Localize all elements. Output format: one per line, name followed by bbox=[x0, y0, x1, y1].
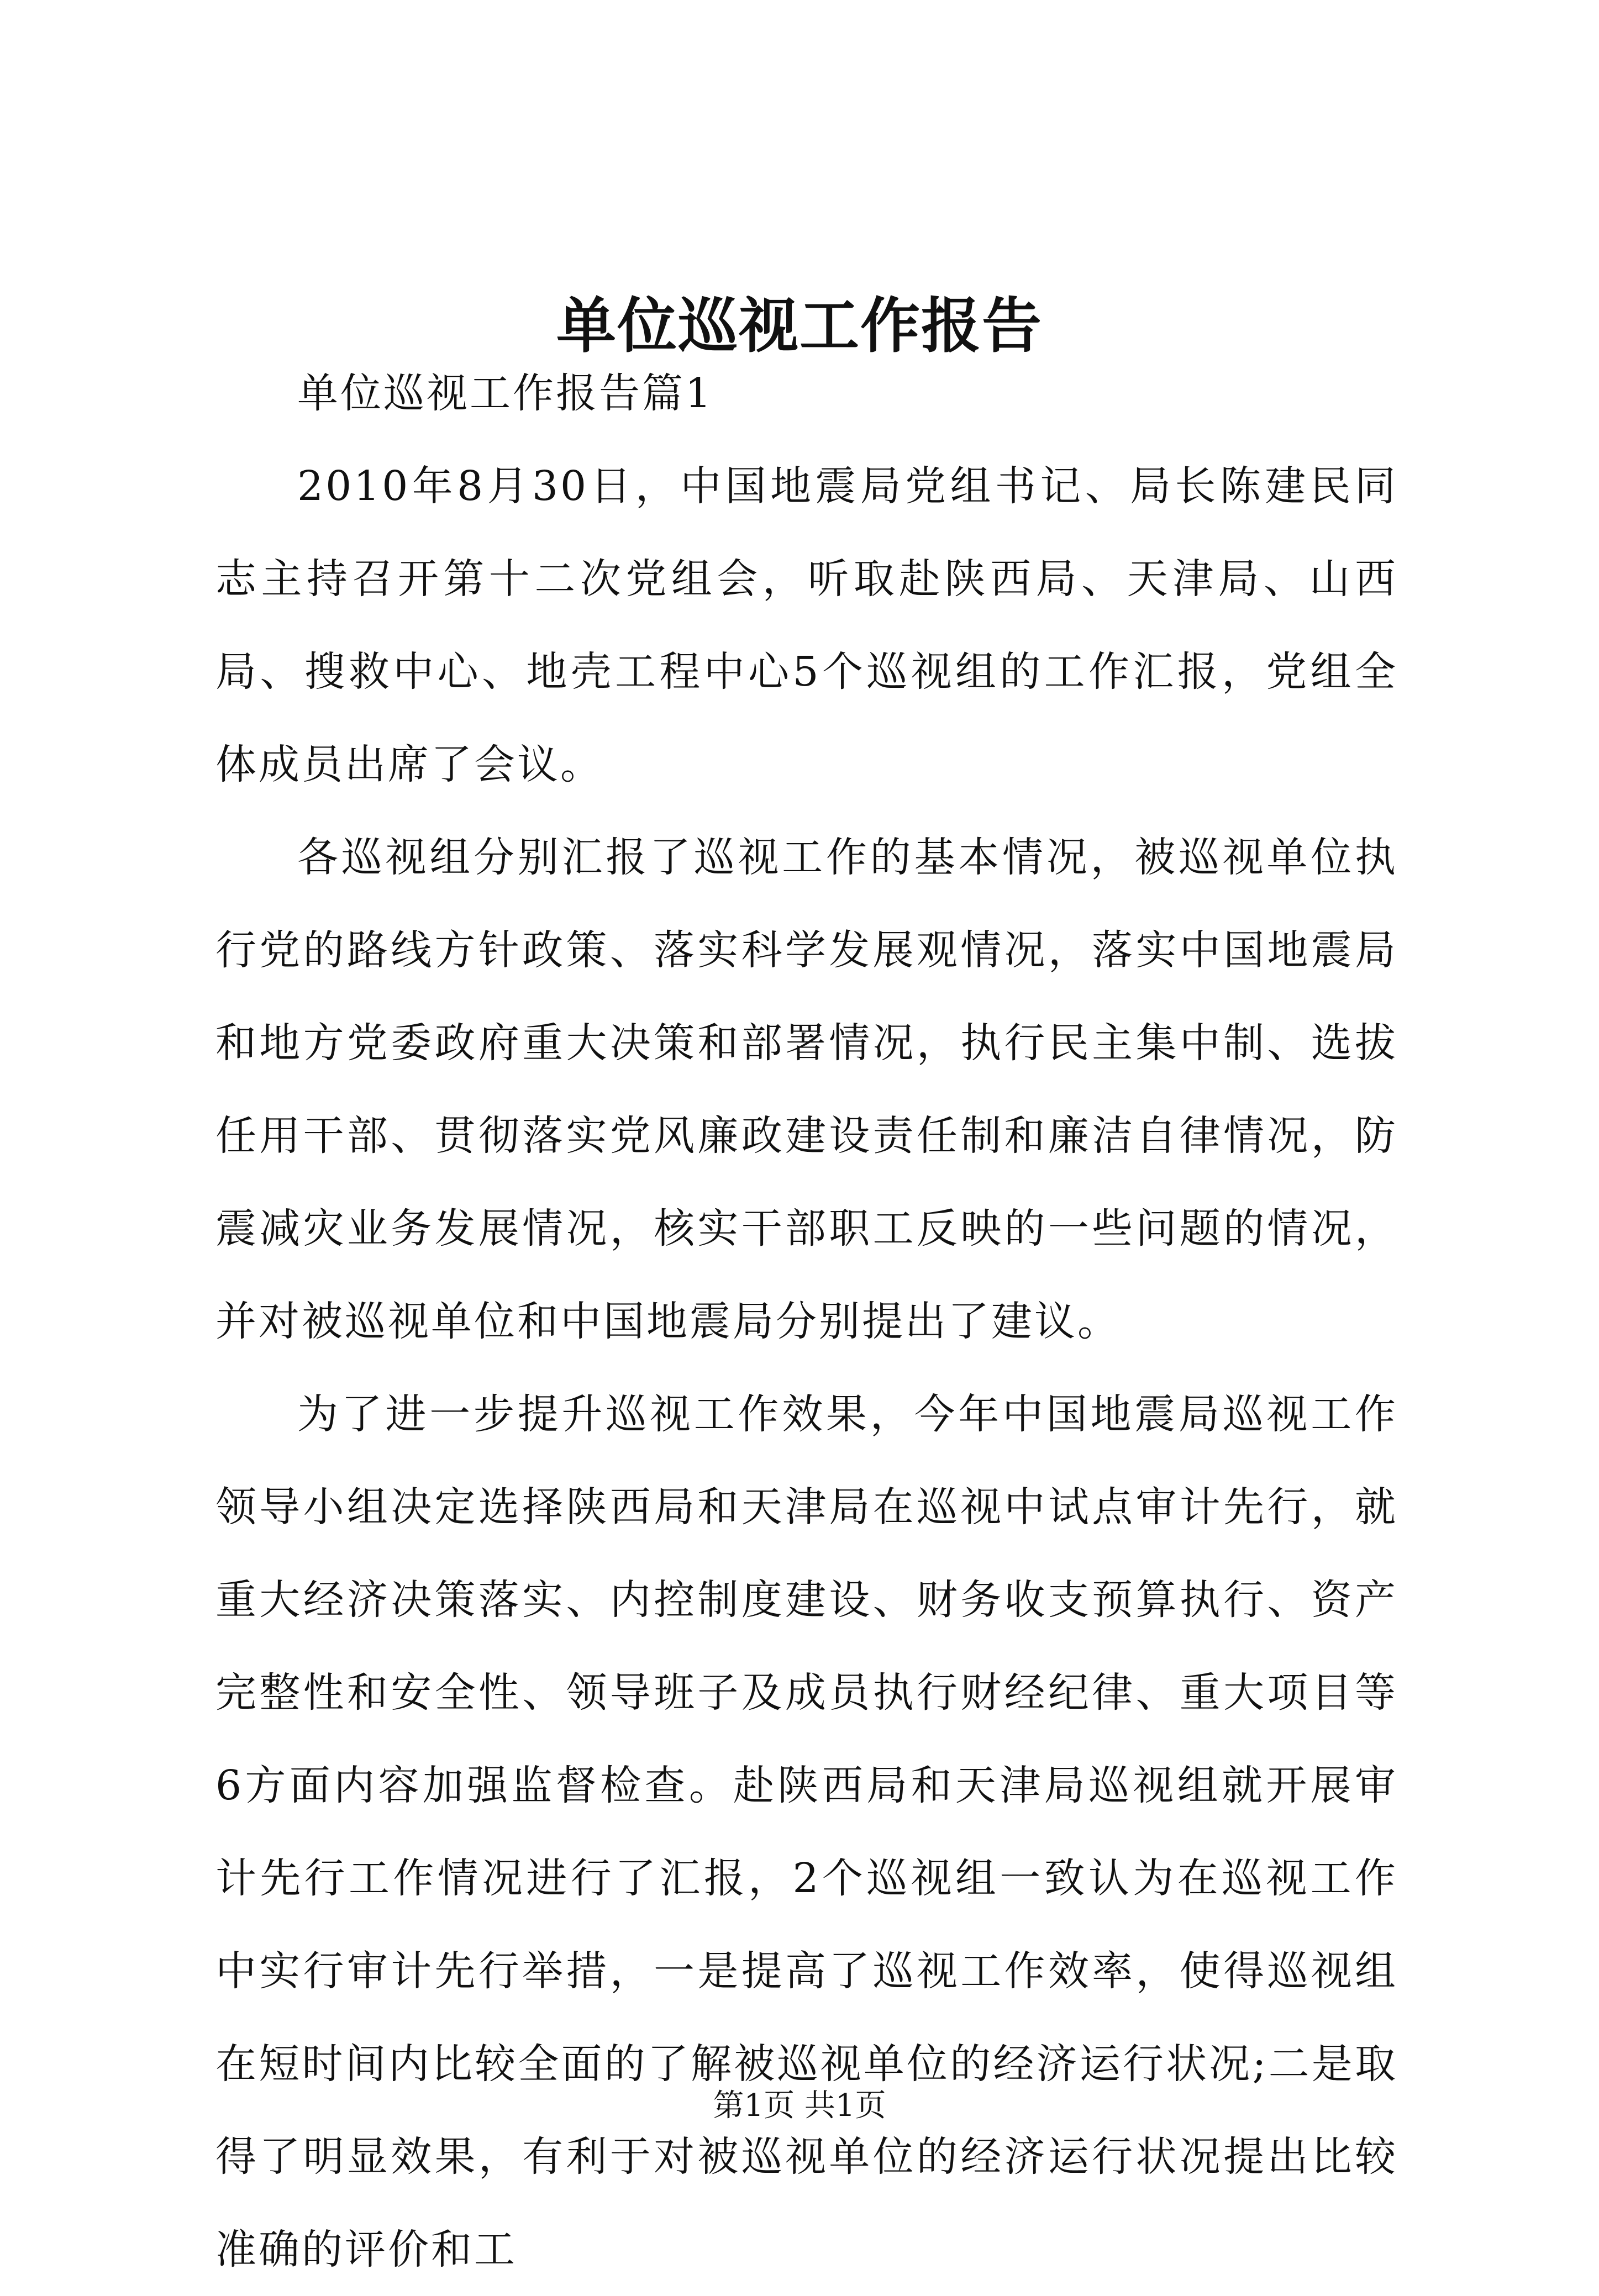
document-title: 单位巡视工作报告 bbox=[556, 291, 1043, 361]
document-body bbox=[215, 347, 1398, 2296]
paragraph-2: 各巡视组分别汇报了巡视工作的基本情况，被巡视单位执行党的路线方针政策、落实科学发展观情况，落实中国地震局和地方党委政府重大决策和部署情况，执行民主集中制、选拔任用干部、贯彻落实党风廉政建设责任制和廉洁自律情况，防震减灾业务发展情况，核实干部职工反映的一些问题的情况，并对被巡视单位和中国地震局分别提出了建议。 bbox=[215, 834, 1398, 1345]
paragraph-1: 2010年8月30日，中国地震局党组书记、局长陈建民同志主持召开第十二次党组会，听取赴陕西局、天津局、山西局、搜救中心、地壳工程中心5个巡视组的工作汇报，党组全体成员出席了会议。 bbox=[215, 462, 1398, 788]
page-number-footer: 第1页 共1页 bbox=[713, 2088, 886, 2124]
paragraph-3: 为了进一步提升巡视工作效果，今年中国地震局巡视工作领导小组决定选择陕西局和天津局在巡视中试点审计先行，就重大经济决策落实、内控制度建设、财务收支预算执行、资产完整性和安全性、领导班子及成员执行财经纪律、重大项目等6方面内容加强监督检查。赴陕西局和天津局巡视组就开展审计先行工作情况进行了汇报，2个巡视组一致认为在巡视工作中实行审计先行举措，一是提高了巡视工作效率，使得巡视组在短时间内比较全面的了解被巡视单位的经济运行状况;二是取得了明显效果，有利于对被巡视单位的经济运行状况提出比较准确的评价和工 bbox=[215, 1391, 1398, 2273]
section-heading: 单位巡视工作报告篇1 bbox=[297, 370, 714, 417]
